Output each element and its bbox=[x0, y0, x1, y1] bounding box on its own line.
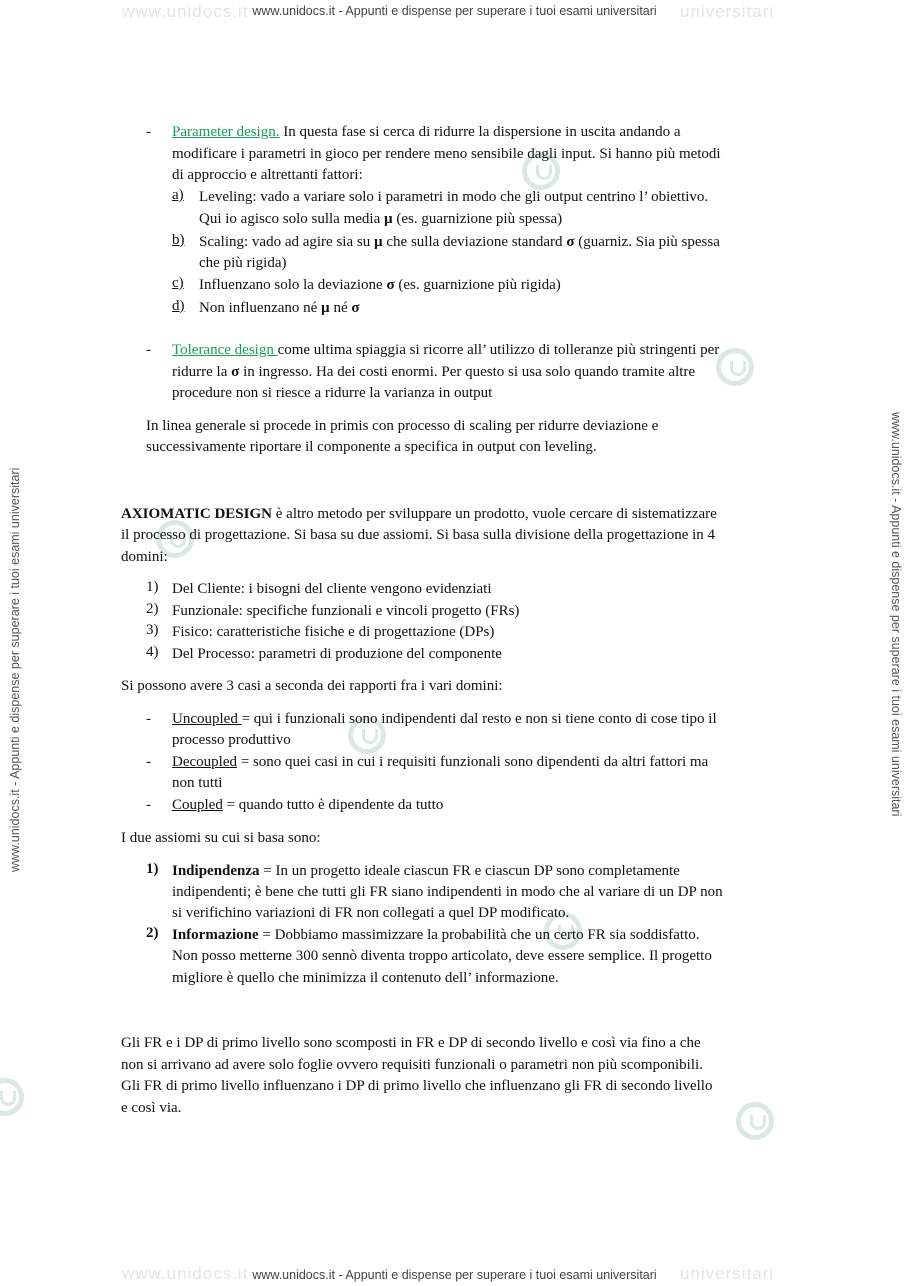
axiom-2-title: Informazione bbox=[172, 927, 259, 943]
decoupled-line-1: Decoupled = sono quei casi in cui i requisiti funzionali sono dipendenti da altri fattori ma bbox=[172, 754, 709, 770]
axiomatic-line-3: domini: bbox=[121, 549, 168, 565]
coupled-line: Coupled = quando tutto è dipendente da tutto bbox=[172, 797, 444, 813]
tolerance-line-1: Tolerance design come ultima spiaggia si ricorre all’ utilizzo di tolleranze più stringenti per bbox=[172, 342, 720, 358]
domain-item: Del Processo: parametri di produzione del componente bbox=[172, 646, 502, 662]
list-label-d: d) bbox=[172, 298, 185, 314]
scaling-line-2: che più rigida) bbox=[199, 255, 287, 271]
axiom-1-line-1: Indipendenza = In un progetto ideale ciascun FR e ciascun DP sono completamente bbox=[172, 863, 680, 879]
closing-line-4: e così via. bbox=[121, 1100, 182, 1116]
uncoupled-label: Uncoupled bbox=[172, 711, 242, 727]
axiom-2-line-1: Informazione = Dobbiamo massimizzare la probabilità che un certo FR sia soddisfatto. bbox=[172, 927, 700, 943]
closing-line-3: Gli FR di primo livello influenzano i DP di primo livello che influenzano gli FR di secondo livello bbox=[121, 1078, 713, 1094]
axiom-1-line-3: si verifichino variazioni di FR non collegati a quel DP modificato. bbox=[172, 905, 570, 921]
axiom-number: 2) bbox=[146, 925, 159, 941]
domain-number: 4) bbox=[146, 644, 159, 660]
footer-watermark[interactable]: www.unidocs.it - Appunti e dispense per superare i tuoi esami universitari bbox=[252, 1268, 657, 1282]
list-label-c: c) bbox=[172, 275, 184, 291]
axiomatic-design-title: AXIOMATIC DESIGN bbox=[121, 506, 272, 522]
uncoupled-line-1: Uncoupled = qui i funzionali sono indipendenti dal resto e non si tiene conto di cose tipo il bbox=[172, 711, 717, 727]
list-label-a: a) bbox=[172, 187, 184, 203]
closing-line-1: Gli FR e i DP di primo livello sono scomposti in FR e DP di secondo livello e così via fino a che bbox=[121, 1035, 701, 1051]
closing-line-2: non si arrivano ad avere solo foglie ovvero requisiti funzionali o parametri non più scomponibili. bbox=[121, 1057, 703, 1073]
domain-number: 2) bbox=[146, 601, 159, 617]
axiomatic-line-1: AXIOMATIC DESIGN è altro metodo per sviluppare un prodotto, vuole cercare di sistematizzare bbox=[121, 506, 717, 522]
faint-watermark-left: www.unidocs.it bbox=[122, 2, 249, 21]
axioms-intro: I due assiomi su cui si basa sono: bbox=[121, 830, 321, 846]
axiom-number: 1) bbox=[146, 861, 159, 877]
bullet-dash: - bbox=[146, 797, 151, 813]
scaling-line-1: Scaling: vado ad agire sia su µ che sulla deviazione standard σ (guarniz. Sia più spessa bbox=[199, 234, 720, 250]
right-side-watermark: www.unidocs.it - Appunti e dispense per superare i tuoi esami universitari bbox=[889, 412, 903, 817]
bullet-dash: - bbox=[146, 342, 151, 358]
cases-intro: Si possono avere 3 casi a seconda dei rapporti fra i vari domini: bbox=[121, 678, 503, 694]
non-influenzano-line: Non influenzano né µ né σ bbox=[199, 300, 360, 316]
domain-number: 3) bbox=[146, 622, 159, 638]
domain-item: Fisico: caratteristiche fisiche e di progettazione (DPs) bbox=[172, 624, 495, 640]
tolerance-design-title: Tolerance design bbox=[172, 342, 278, 358]
faint-watermark-right-bottom: universitari bbox=[680, 1264, 775, 1283]
parameter-design-line-1: Parameter design. In questa fase si cerca di ridurre la dispersione in uscita andando a bbox=[172, 124, 681, 140]
bullet-dash: - bbox=[146, 754, 151, 770]
decoupled-line-2: non tutti bbox=[172, 775, 223, 791]
axiom-1-line-2: indipendenti; è bene che tutti gli FR siano indipendenti in modo che al variare di un DP non bbox=[172, 884, 723, 900]
parameter-design-line-3: di approccio e altrettanti fattori: bbox=[172, 167, 363, 183]
faint-watermark-right: universitari bbox=[680, 2, 775, 21]
left-side-watermark: www.unidocs.it - Appunti e dispense per superare i tuoi esami universitari bbox=[8, 467, 22, 872]
header-watermark[interactable]: www.unidocs.it - Appunti e dispense per superare i tuoi esami universitari bbox=[252, 4, 657, 18]
faint-watermark-left-bottom: www.unidocs.it bbox=[122, 1264, 249, 1283]
uncoupled-line-2: processo produttivo bbox=[172, 732, 291, 748]
unidocs-logo-icon bbox=[736, 1102, 774, 1140]
unidocs-logo-icon bbox=[0, 1078, 24, 1116]
axiom-1-title: Indipendenza bbox=[172, 863, 260, 879]
unidocs-logo-icon bbox=[716, 348, 754, 386]
axiom-2-line-2: Non posso metterne 300 sennò diventa troppo articolato, deve essere semplice. Il progetto bbox=[172, 948, 712, 964]
parameter-design-line-2: modificare i parametri in gioco per rendere meno sensibile dagli input. Si hanno più metodi bbox=[172, 146, 721, 162]
domain-item: Del Cliente: i bisogni del cliente vengono evidenziati bbox=[172, 581, 492, 597]
tolerance-line-2: ridurre la σ in ingresso. Ha dei costi enormi. Per questo si usa solo quando tramite altre bbox=[172, 364, 696, 380]
bullet-dash: - bbox=[146, 711, 151, 727]
axiom-2-line-3: migliore è quello che minimizza il contenuto dell’ informazione. bbox=[172, 970, 559, 986]
coupled-label: Coupled bbox=[172, 797, 223, 813]
parameter-design-title: Parameter design. bbox=[172, 124, 280, 140]
domain-number: 1) bbox=[146, 579, 159, 595]
general-line-2: successivamente riportare il componente a specifica in output con leveling. bbox=[146, 439, 597, 455]
list-label-b: b) bbox=[172, 232, 185, 248]
general-line-1: In linea generale si procede in primis con processo di scaling per ridurre deviazione e bbox=[146, 418, 659, 434]
decoupled-label: Decoupled bbox=[172, 754, 237, 770]
domain-item: Funzionale: specifiche funzionali e vincoli progetto (FRs) bbox=[172, 603, 520, 619]
leveling-line-1: Leveling: vado a variare solo i parametri in modo che gli output centrino l’ obiettivo. bbox=[199, 189, 709, 205]
tolerance-line-3: procedure non si riesce a ridurre la varianza in output bbox=[172, 385, 493, 401]
bullet-dash: - bbox=[146, 124, 151, 140]
axiomatic-line-2: il processo di progettazione. Si basa su due assiomi. Si basa sulla divisione della progettazione in 4 bbox=[121, 527, 716, 543]
leveling-line-2: Qui io agisco solo sulla media µ (es. guarnizione più spessa) bbox=[199, 211, 563, 227]
influenzano-line: Influenzano solo la deviazione σ (es. guarnizione più rigida) bbox=[199, 277, 561, 293]
